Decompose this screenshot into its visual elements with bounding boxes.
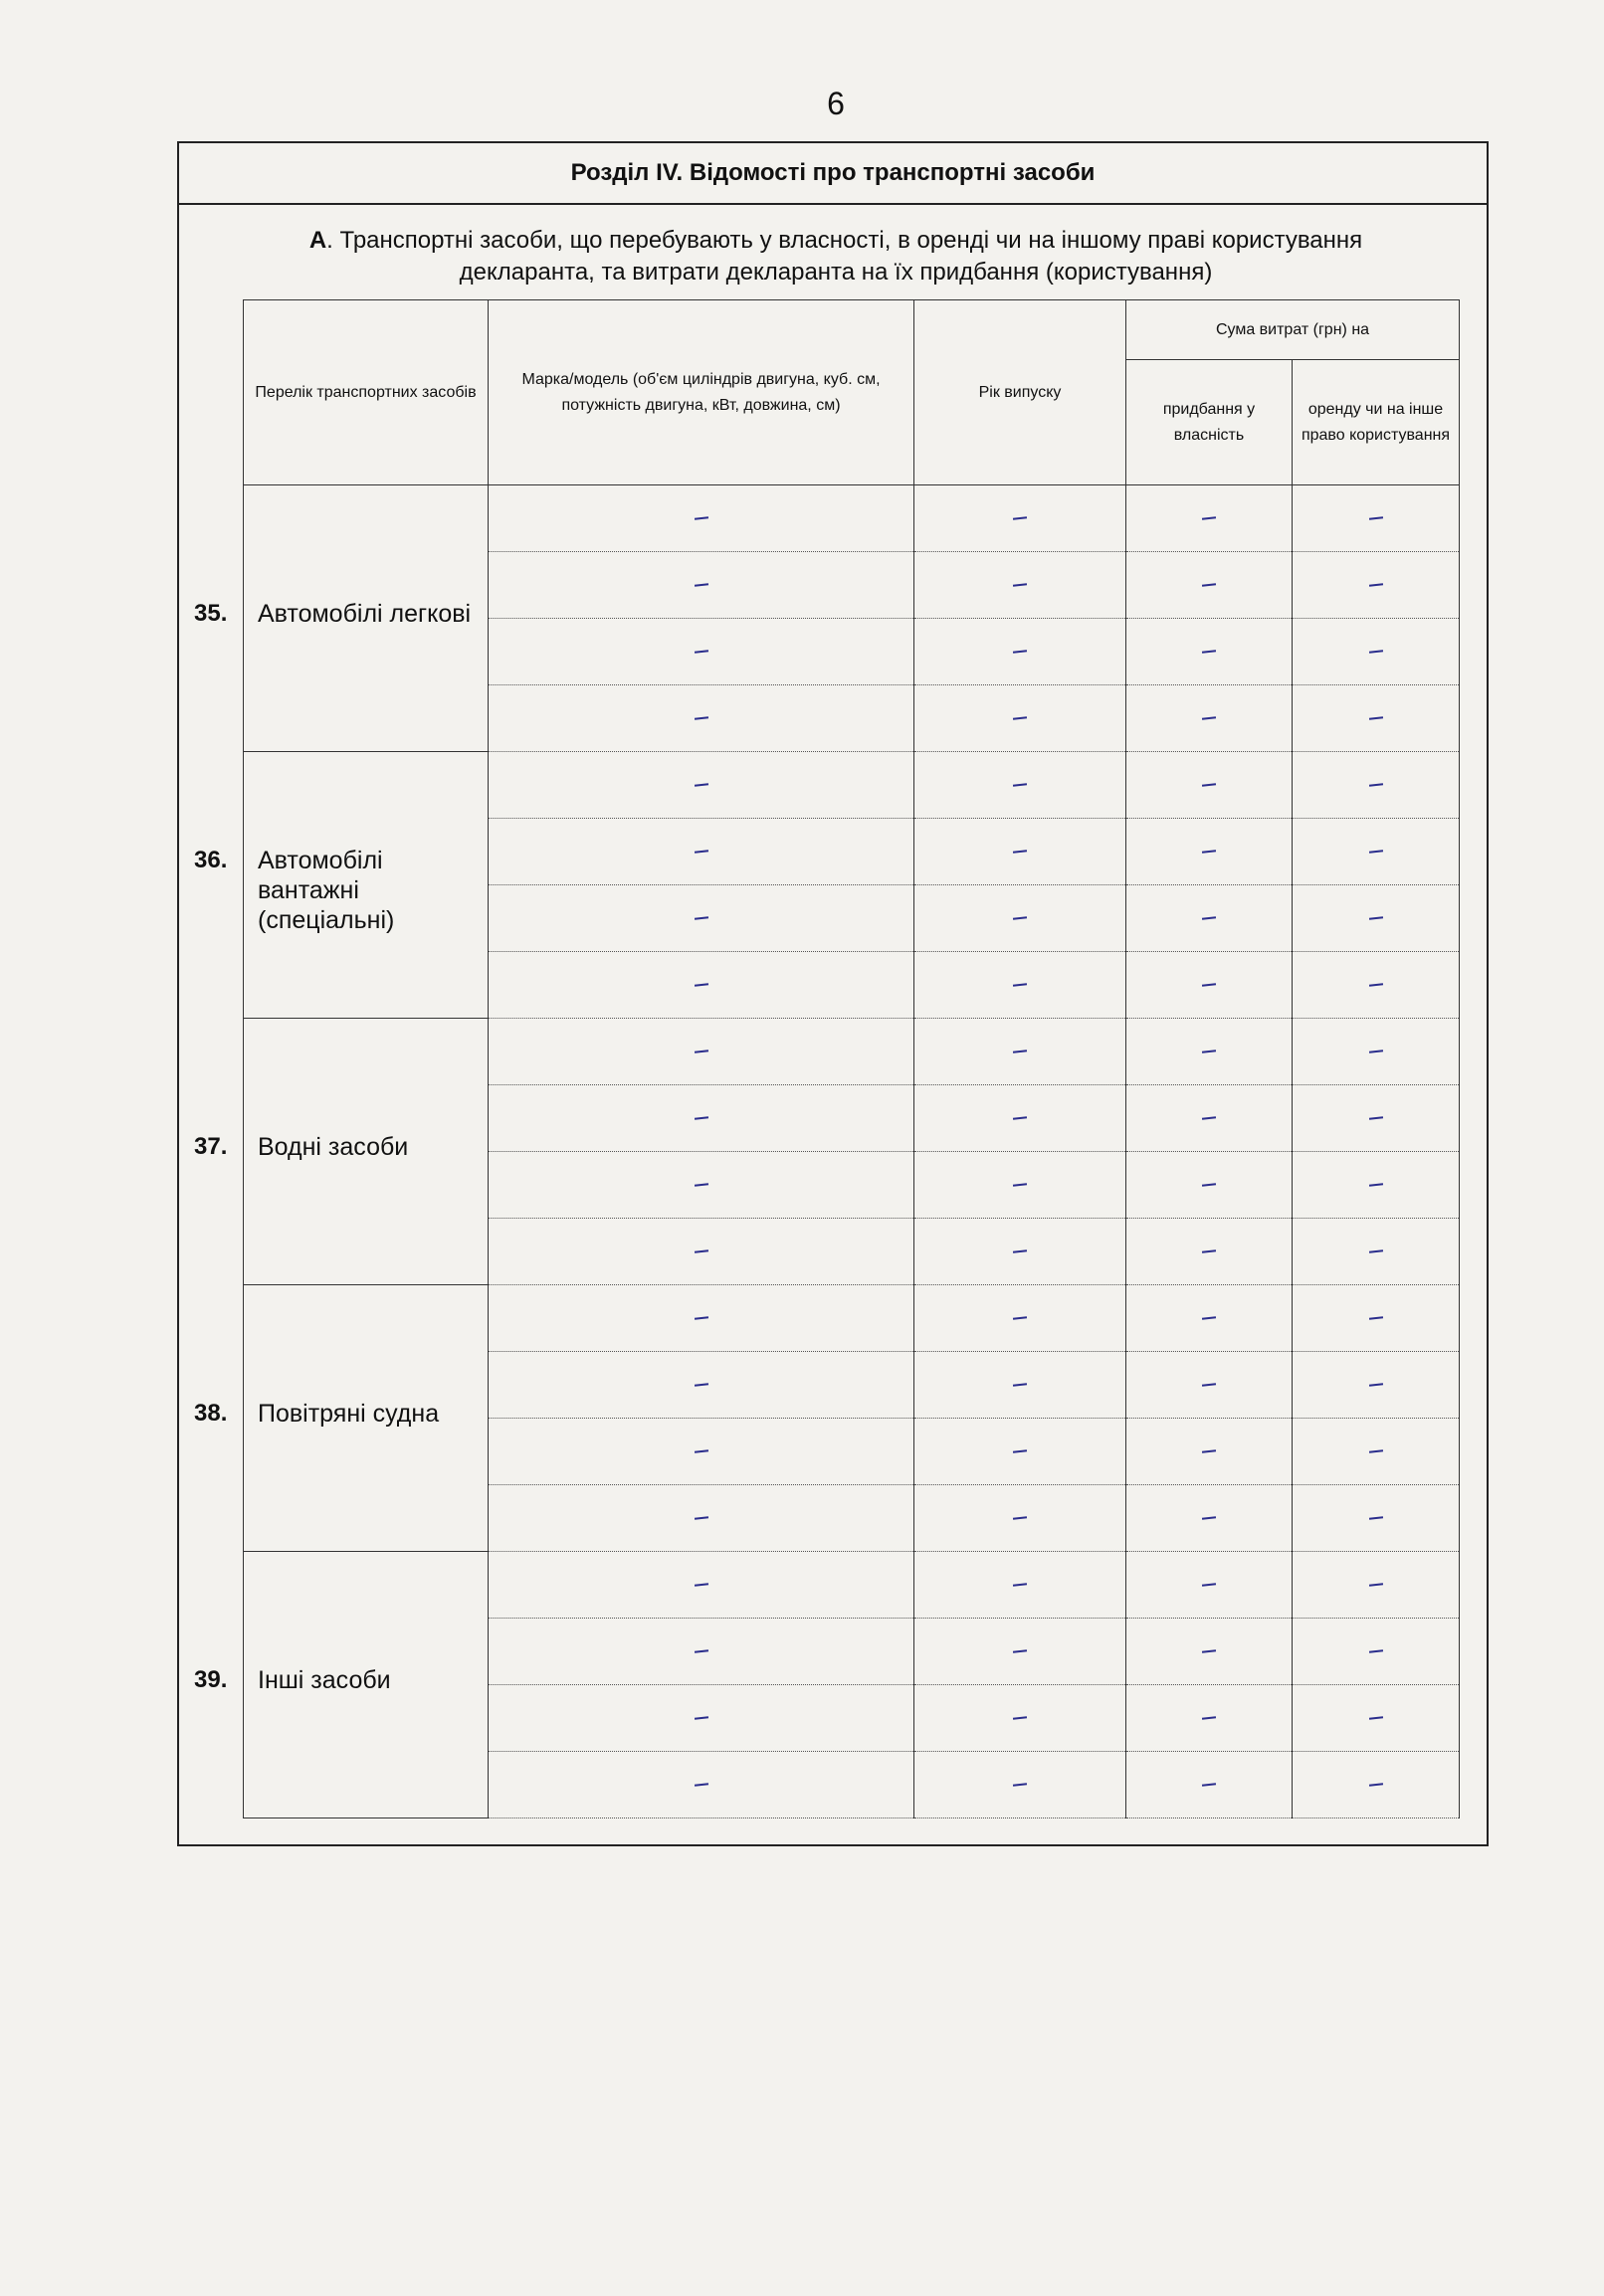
subtitle-prefix: А bbox=[308, 227, 327, 254]
dash-mark bbox=[694, 850, 707, 853]
dash-mark bbox=[1013, 1316, 1027, 1319]
dash-mark bbox=[1202, 1050, 1216, 1052]
table-row bbox=[244, 1552, 1460, 1619]
empty-cell bbox=[1293, 1752, 1460, 1818]
category-label: Водні засоби bbox=[258, 1133, 409, 1161]
empty-cell bbox=[914, 1085, 1126, 1152]
vehicles-table bbox=[194, 299, 1460, 1818]
dash-mark bbox=[1368, 1249, 1382, 1252]
dash-mark bbox=[694, 783, 707, 786]
dash-mark bbox=[694, 983, 707, 986]
header-sum: Сума витрат (грн) на bbox=[1126, 300, 1460, 360]
empty-cell bbox=[1126, 1152, 1293, 1219]
dash-mark bbox=[1202, 716, 1216, 719]
empty-cell bbox=[914, 752, 1126, 819]
empty-cell bbox=[1126, 885, 1293, 952]
empty-cell bbox=[1126, 752, 1293, 819]
page-number: 6 bbox=[827, 86, 845, 121]
empty-cell bbox=[914, 552, 1126, 619]
empty-cell bbox=[1126, 1285, 1293, 1352]
subtitle-text: . Транспортні засоби, що перебувають у власності, в оренді чи на іншому праві користування декларанта, та витрати декларанта на їх придбання (користування) bbox=[326, 227, 1363, 286]
empty-cell bbox=[914, 885, 1126, 952]
dash-mark bbox=[1202, 1516, 1216, 1519]
empty-cell bbox=[1293, 752, 1460, 819]
category-number: 37. bbox=[194, 1133, 228, 1160]
empty-cell bbox=[1126, 1419, 1293, 1485]
dash-mark bbox=[1013, 783, 1027, 786]
empty-cell bbox=[1293, 1685, 1460, 1752]
header-purchase: придбання у власність bbox=[1126, 360, 1293, 485]
category-label: Повітряні судна bbox=[258, 1400, 440, 1428]
dash-mark bbox=[1202, 1449, 1216, 1452]
empty-cell bbox=[1293, 552, 1460, 619]
dash-mark bbox=[694, 1449, 707, 1452]
empty-cell bbox=[1126, 819, 1293, 885]
empty-cell bbox=[1126, 1485, 1293, 1552]
dash-mark bbox=[1368, 1383, 1382, 1386]
empty-cell bbox=[914, 1485, 1126, 1552]
empty-cell bbox=[489, 485, 914, 552]
dash-mark bbox=[1013, 983, 1027, 986]
category-number: 36. bbox=[194, 847, 228, 873]
dash-mark bbox=[1202, 1649, 1216, 1652]
category-cell bbox=[194, 752, 489, 1019]
dash-mark bbox=[694, 916, 707, 919]
empty-cell bbox=[914, 1685, 1126, 1752]
empty-cell bbox=[489, 1219, 914, 1285]
dash-mark bbox=[1368, 1449, 1382, 1452]
empty-cell bbox=[489, 685, 914, 752]
empty-cell bbox=[1126, 1219, 1293, 1285]
dash-mark bbox=[1202, 516, 1216, 519]
table-row bbox=[244, 1019, 1460, 1085]
empty-cell bbox=[914, 685, 1126, 752]
dash-mark bbox=[1368, 983, 1382, 986]
category-label: Автомобілі вантажні (спеціальні) bbox=[258, 847, 395, 934]
dash-mark bbox=[1368, 583, 1382, 586]
empty-cell bbox=[1293, 1419, 1460, 1485]
empty-cell bbox=[1126, 1752, 1293, 1818]
dash-mark bbox=[1368, 1516, 1382, 1519]
dash-mark bbox=[1013, 716, 1027, 719]
dash-mark bbox=[694, 1249, 707, 1252]
empty-cell bbox=[1126, 485, 1293, 552]
dash-mark bbox=[1368, 1050, 1382, 1052]
dash-mark bbox=[1202, 1783, 1216, 1786]
dash-mark bbox=[1013, 1516, 1027, 1519]
dash-mark bbox=[694, 1583, 707, 1586]
empty-cell bbox=[489, 619, 914, 685]
dash-mark bbox=[1368, 1716, 1382, 1719]
empty-cell bbox=[914, 1152, 1126, 1219]
dash-mark bbox=[1013, 583, 1027, 586]
empty-cell bbox=[489, 1419, 914, 1485]
dash-mark bbox=[1013, 650, 1027, 653]
empty-cell bbox=[489, 1685, 914, 1752]
dash-mark bbox=[1013, 1116, 1027, 1119]
category-cell bbox=[194, 1552, 489, 1818]
category-number: 38. bbox=[194, 1400, 228, 1427]
dash-mark bbox=[1013, 1583, 1027, 1586]
dash-mark bbox=[1368, 1316, 1382, 1319]
empty-cell bbox=[914, 1552, 1126, 1619]
dash-mark bbox=[694, 1383, 707, 1386]
category-label: Інші засоби bbox=[258, 1666, 391, 1694]
empty-cell bbox=[1126, 619, 1293, 685]
empty-cell bbox=[489, 1752, 914, 1818]
empty-cell bbox=[489, 1152, 914, 1219]
dash-mark bbox=[1202, 650, 1216, 653]
dash-mark bbox=[1202, 583, 1216, 586]
dash-mark bbox=[1202, 783, 1216, 786]
header-list: Перелік транспортних засобів bbox=[244, 300, 489, 485]
dash-mark bbox=[1013, 1783, 1027, 1786]
empty-cell bbox=[914, 1419, 1126, 1485]
empty-cell bbox=[489, 1552, 914, 1619]
category-number: 39. bbox=[194, 1666, 228, 1693]
empty-cell bbox=[489, 1285, 914, 1352]
dash-mark bbox=[694, 1316, 707, 1319]
empty-cell bbox=[1293, 1485, 1460, 1552]
empty-cell bbox=[1293, 1552, 1460, 1619]
dash-mark bbox=[1368, 1116, 1382, 1119]
empty-cell bbox=[914, 1285, 1126, 1352]
dash-mark bbox=[1202, 1183, 1216, 1186]
dash-mark bbox=[1202, 1249, 1216, 1252]
dash-mark bbox=[694, 516, 707, 519]
empty-cell bbox=[1293, 952, 1460, 1019]
empty-cell bbox=[914, 619, 1126, 685]
empty-cell bbox=[914, 1219, 1126, 1285]
table-row bbox=[244, 485, 1460, 552]
empty-cell bbox=[1126, 1352, 1293, 1419]
empty-cell bbox=[1126, 952, 1293, 1019]
empty-cell bbox=[1126, 552, 1293, 619]
empty-cell bbox=[1293, 1019, 1460, 1085]
subtitle bbox=[239, 225, 1433, 288]
header-rent: оренду чи на інше право користування bbox=[1293, 360, 1460, 485]
category-cell bbox=[194, 485, 489, 752]
category-label: Автомобілі легкові bbox=[258, 600, 472, 628]
empty-cell bbox=[1126, 685, 1293, 752]
dash-mark bbox=[1368, 1583, 1382, 1586]
section-title: Розділ IV. Відомості про транспортні засоби bbox=[179, 143, 1487, 205]
empty-cell bbox=[1126, 1085, 1293, 1152]
dash-mark bbox=[1368, 1183, 1382, 1186]
dash-mark bbox=[694, 1649, 707, 1652]
dash-mark bbox=[1013, 1249, 1027, 1252]
dash-mark bbox=[1368, 916, 1382, 919]
empty-cell bbox=[1293, 1085, 1460, 1152]
empty-cell bbox=[489, 752, 914, 819]
category-cell bbox=[194, 1285, 489, 1552]
dash-mark bbox=[694, 583, 707, 586]
empty-cell bbox=[1126, 1019, 1293, 1085]
empty-cell bbox=[489, 885, 914, 952]
dash-mark bbox=[694, 1783, 707, 1786]
dash-mark bbox=[1202, 850, 1216, 853]
empty-cell bbox=[1293, 1285, 1460, 1352]
dash-mark bbox=[694, 1050, 707, 1052]
empty-cell bbox=[1293, 1152, 1460, 1219]
empty-cell bbox=[914, 1019, 1126, 1085]
empty-cell bbox=[1293, 485, 1460, 552]
section-frame bbox=[177, 141, 1489, 1846]
category-number: 35. bbox=[194, 600, 228, 627]
dash-mark bbox=[1202, 1316, 1216, 1319]
empty-cell bbox=[1126, 1552, 1293, 1619]
empty-cell bbox=[489, 1085, 914, 1152]
dash-mark bbox=[1202, 916, 1216, 919]
empty-cell bbox=[1293, 1619, 1460, 1685]
empty-cell bbox=[489, 819, 914, 885]
empty-cell bbox=[914, 819, 1126, 885]
empty-cell bbox=[914, 485, 1126, 552]
empty-cell bbox=[1293, 619, 1460, 685]
header-model: Марка/модель (об'єм циліндрів двигуна, куб. см, потужність двигуна, кВт, довжина, см) bbox=[489, 300, 914, 485]
dash-mark bbox=[694, 1183, 707, 1186]
dash-mark bbox=[1013, 1449, 1027, 1452]
dash-mark bbox=[694, 650, 707, 653]
empty-cell bbox=[1293, 885, 1460, 952]
empty-cell bbox=[1293, 819, 1460, 885]
dash-mark bbox=[1013, 1183, 1027, 1186]
dash-mark bbox=[1013, 1716, 1027, 1719]
dash-mark bbox=[694, 1516, 707, 1519]
empty-cell bbox=[1293, 1219, 1460, 1285]
dash-mark bbox=[1013, 916, 1027, 919]
empty-cell bbox=[914, 952, 1126, 1019]
empty-cell bbox=[914, 1619, 1126, 1685]
empty-cell bbox=[1293, 1352, 1460, 1419]
dash-mark bbox=[1368, 1783, 1382, 1786]
table-row bbox=[244, 752, 1460, 819]
dash-mark bbox=[1368, 716, 1382, 719]
dash-mark bbox=[1368, 1649, 1382, 1652]
empty-cell bbox=[914, 1752, 1126, 1818]
empty-cell bbox=[489, 1485, 914, 1552]
dash-mark bbox=[1013, 1383, 1027, 1386]
empty-cell bbox=[1126, 1685, 1293, 1752]
dash-mark bbox=[1202, 1583, 1216, 1586]
dash-mark bbox=[1202, 1716, 1216, 1719]
empty-cell bbox=[1126, 1619, 1293, 1685]
dash-mark bbox=[694, 1716, 707, 1719]
category-cell bbox=[194, 1019, 489, 1285]
empty-cell bbox=[489, 1619, 914, 1685]
empty-cell bbox=[1293, 685, 1460, 752]
header-year: Рік випуску bbox=[914, 300, 1126, 485]
empty-cell bbox=[489, 952, 914, 1019]
dash-mark bbox=[1013, 1050, 1027, 1052]
dash-mark bbox=[1013, 1649, 1027, 1652]
dash-mark bbox=[694, 1116, 707, 1119]
dash-mark bbox=[1368, 783, 1382, 786]
dash-mark bbox=[1013, 516, 1027, 519]
dash-mark bbox=[1368, 516, 1382, 519]
table-row bbox=[244, 1285, 1460, 1352]
empty-cell bbox=[489, 1352, 914, 1419]
empty-cell bbox=[489, 1019, 914, 1085]
dash-mark bbox=[1202, 1116, 1216, 1119]
empty-cell bbox=[489, 552, 914, 619]
dash-mark bbox=[1368, 850, 1382, 853]
empty-cell bbox=[914, 1352, 1126, 1419]
dash-mark bbox=[1202, 1383, 1216, 1386]
dash-mark bbox=[1013, 850, 1027, 853]
dash-mark bbox=[1368, 650, 1382, 653]
dash-mark bbox=[1202, 983, 1216, 986]
dash-mark bbox=[694, 716, 707, 719]
